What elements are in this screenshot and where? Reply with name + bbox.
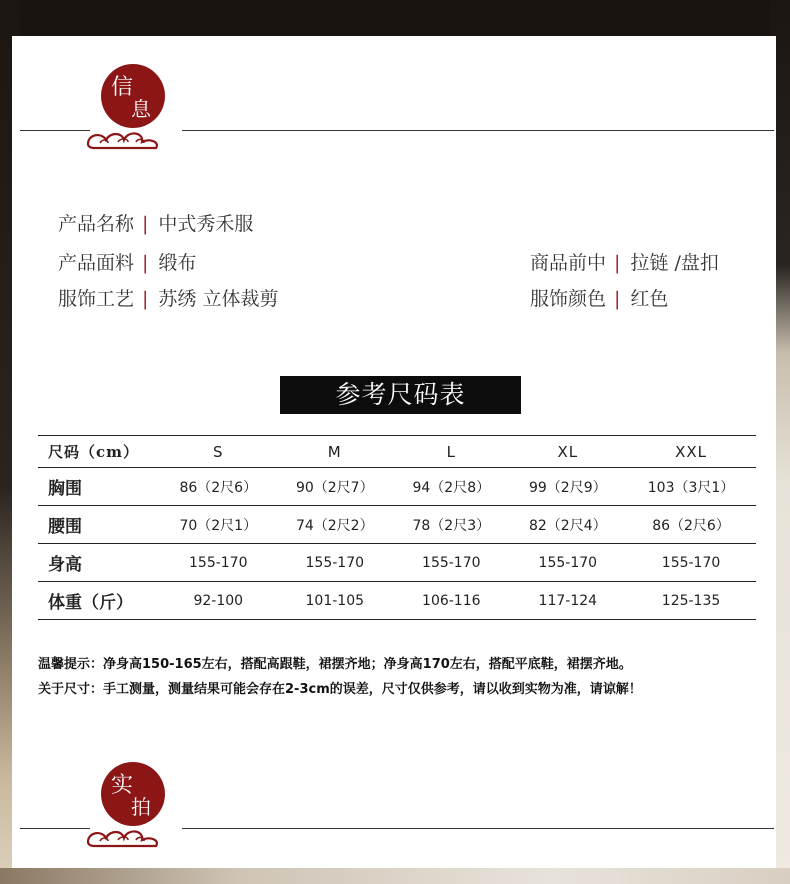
table-cell: 86（2尺6） [652,517,730,534]
note-tip: 温馨提示：净身高150-165左右，搭配高跟鞋，裙摆齐地；净身高170左右，搭配平底鞋，裙摆齐地。 [38,657,632,672]
table-cell: 74（2尺2） [295,517,374,534]
auspicious-cloud-icon [84,824,164,850]
size-table [38,435,756,620]
size-header: M [327,442,342,461]
table-cell: 155-170 [422,554,481,571]
table-cell: 90（2尺7） [295,479,374,496]
badge-char-1: 实 [111,773,134,798]
table-row [38,468,756,506]
separator: | [142,213,149,235]
info-color [530,284,668,311]
auspicious-cloud-icon [84,126,164,152]
size-chart-title: 参考尺码表 [280,376,521,414]
row-label: 腰围 [48,517,82,537]
table-cell: 155-170 [305,554,365,571]
badge-char-2: 拍 [131,795,151,819]
info-label: 产品面料 [58,252,135,274]
divider-line [182,828,774,829]
table-cell: 106-116 [422,592,481,609]
info-label: 产品名称 [58,213,135,235]
table-cell: 103（3尺1） [647,479,735,496]
divider-line [20,130,90,131]
divider-line [20,828,90,829]
info-label: 服饰颜色 [530,288,607,310]
separator: | [142,252,149,274]
info-craft [58,284,278,311]
table-cell: 117-124 [538,592,598,609]
info-value: 缎布 [158,252,197,274]
info-fabric [58,248,196,275]
table-cell: 155-170 [538,554,598,571]
info-product-name [58,209,253,236]
row-label: 体重（斤） [48,593,133,613]
table-header-row [38,436,756,468]
separator: | [614,288,621,310]
row-label: 胸围 [48,479,82,499]
info-value: 苏绣 立体裁剪 [158,288,279,310]
separator: | [142,288,149,310]
info-value: 红色 [630,288,669,310]
table-row [38,582,756,620]
table-row [38,544,756,582]
info-label: 服饰工艺 [58,288,135,310]
table-cell: 99（2尺9） [528,479,607,496]
table-cell: 155-170 [661,554,721,571]
table-cell: 70（2尺1） [179,517,258,534]
separator: | [614,252,621,274]
info-value: 中式秀禾服 [158,213,254,235]
photos-badge [101,762,165,826]
table-cell: 86（2尺6） [179,479,258,496]
table-row [38,506,756,544]
table-cell: 94（2尺8） [412,479,491,496]
size-header: XXL [675,442,707,461]
table-cell: 92-100 [193,592,244,609]
table-cell: 125-135 [661,592,721,609]
table-header-label: 尺码（cm） [48,443,140,461]
table-cell: 78（2尺3） [412,517,491,534]
table-cell: 155-170 [189,554,248,571]
product-info-card [12,36,776,868]
table-cell: 101-105 [305,592,365,609]
info-badge [101,64,165,128]
table-cell: 82（2尺4） [528,517,607,534]
section-header-info [12,64,776,164]
section-header-photos [12,762,776,862]
size-header: S [212,442,224,461]
background-bottom-edge [0,868,790,884]
note-size-disclaimer: 关于尺寸：手工测量，测量结果可能会存在2-3cm的误差，尺寸仅供参考，请以收到实物为准，请谅解！ [38,682,642,697]
divider-line [182,130,774,131]
info-front-closure [530,248,719,275]
info-label: 商品前中 [530,252,607,274]
info-value: 拉链 /盘扣 [630,252,719,274]
badge-char-1: 信 [111,75,134,100]
size-header: XL [557,442,579,461]
row-label: 身高 [48,555,82,575]
size-header: L [446,442,456,461]
badge-char-2: 息 [131,97,151,121]
